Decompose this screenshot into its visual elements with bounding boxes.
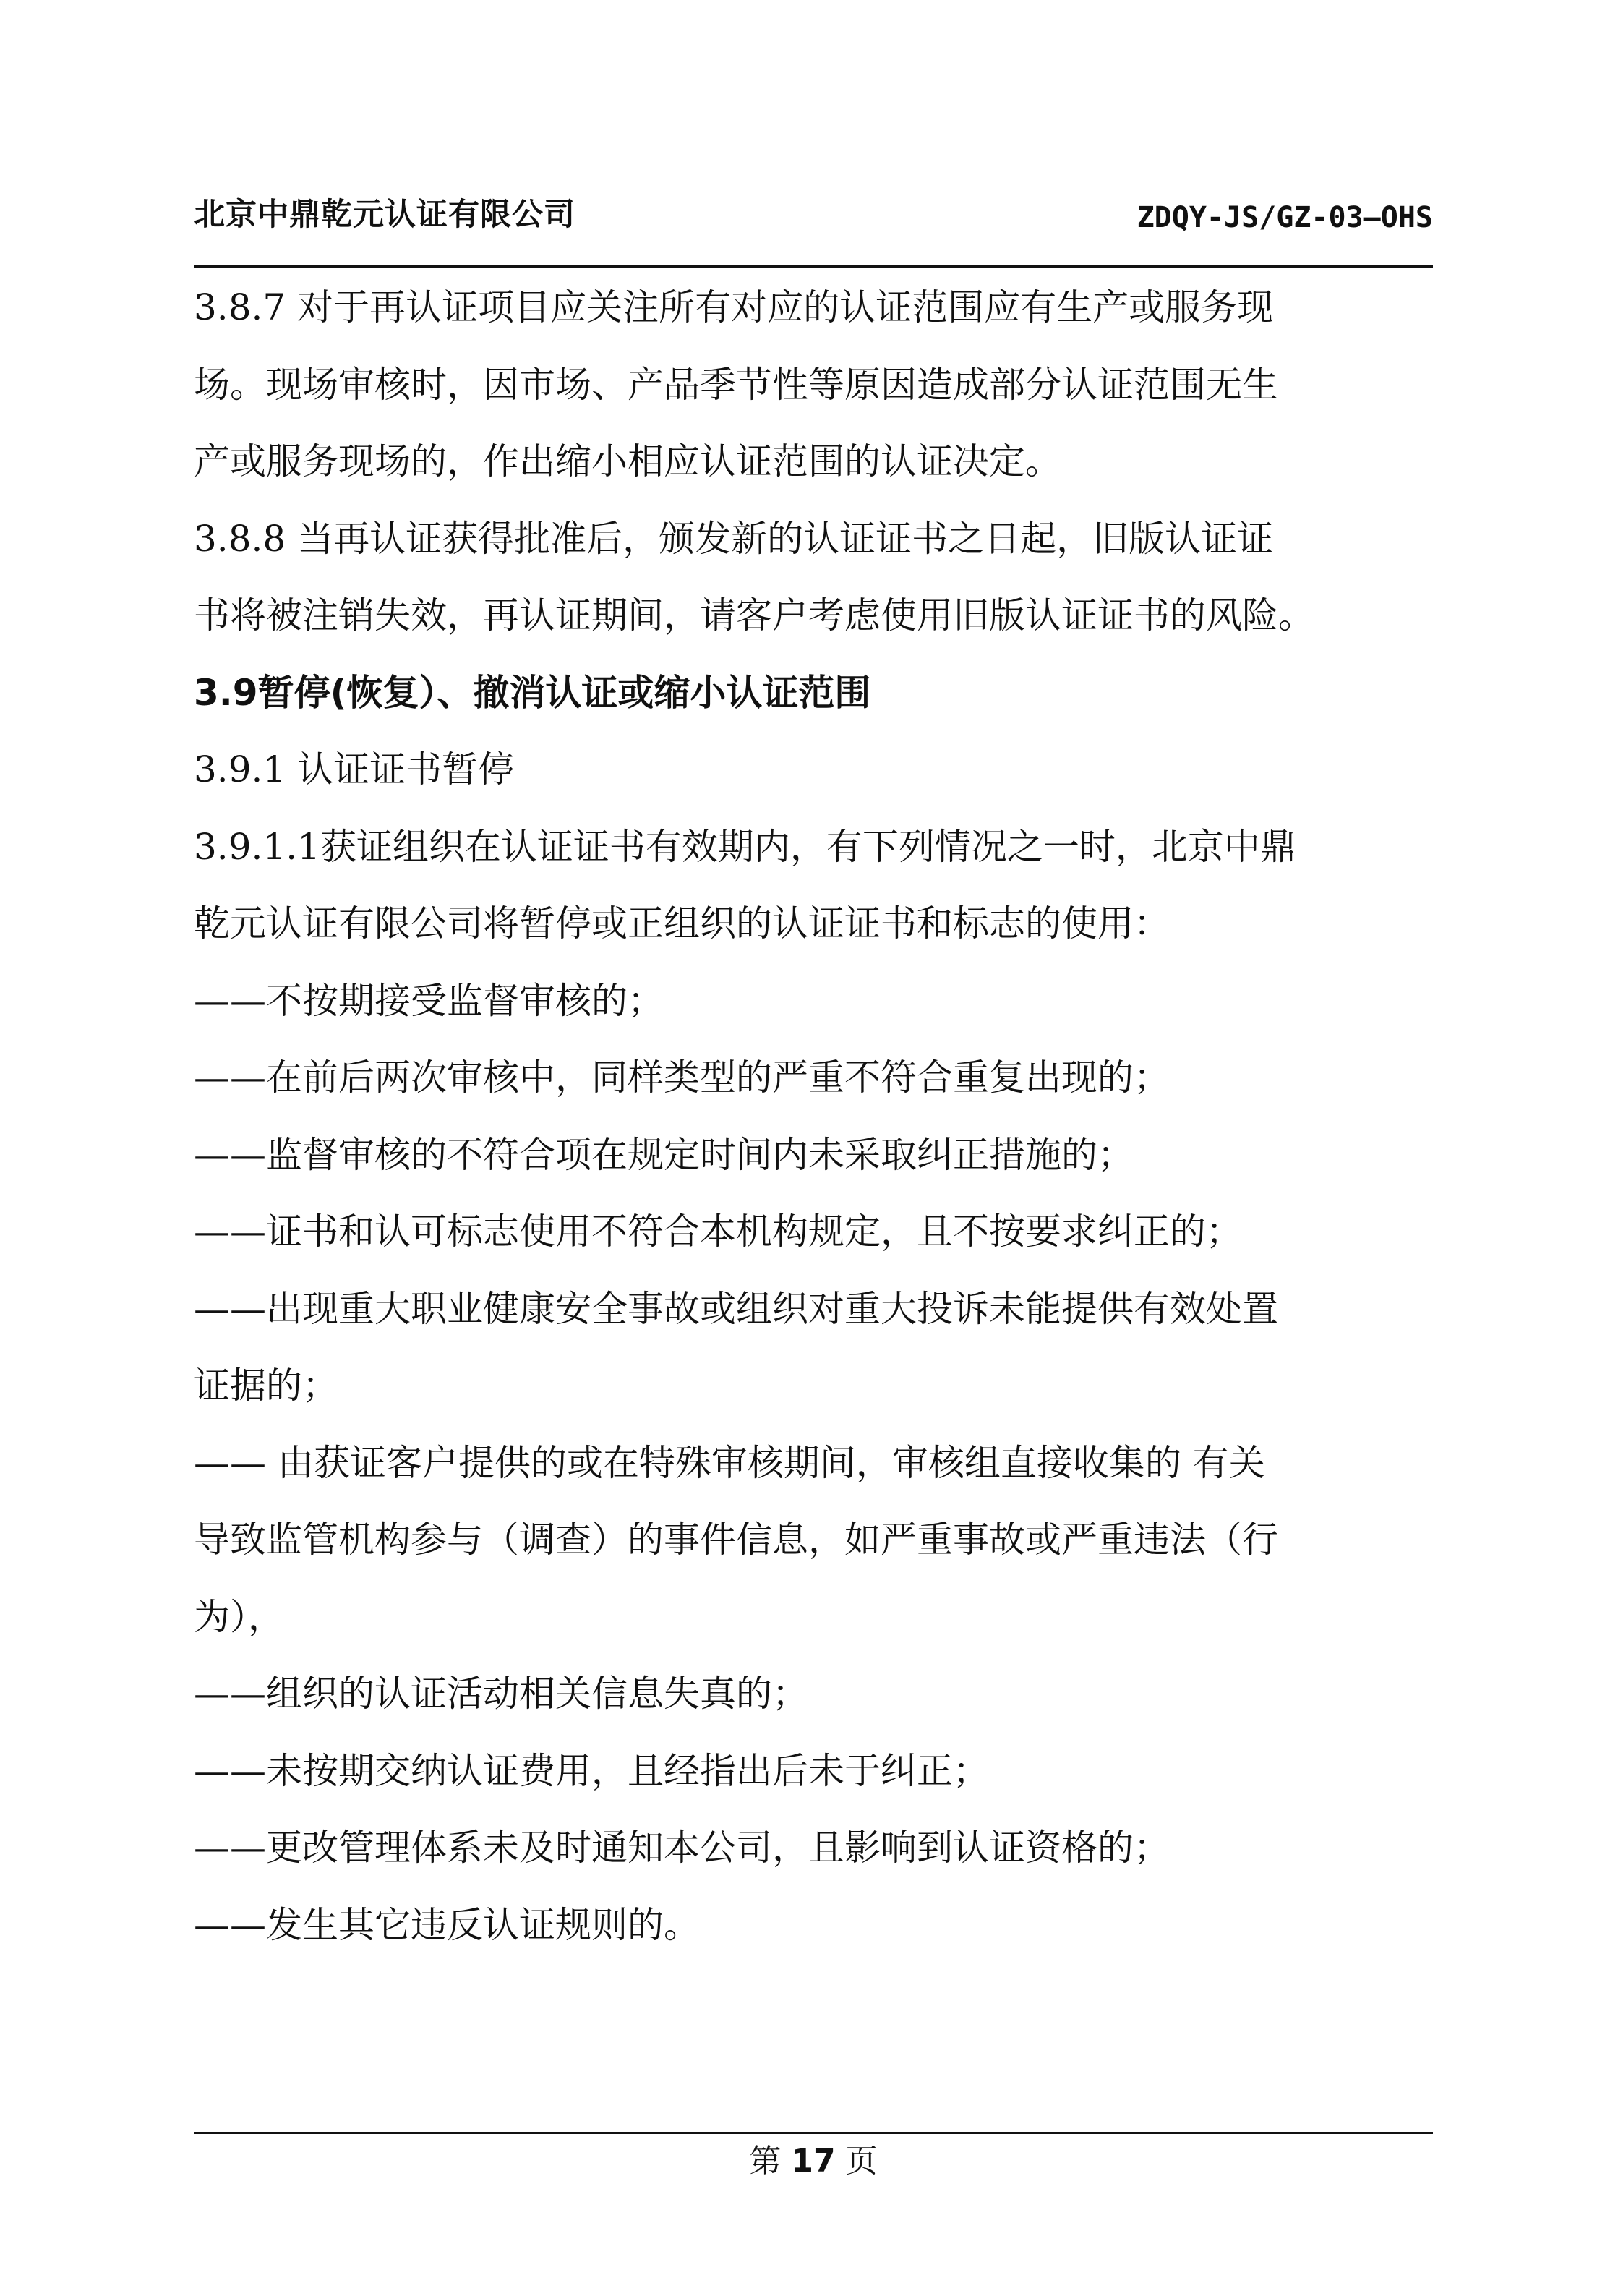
text-line: 3.8.7 对于再认证项目应关注所有对应的认证范围应有生产或服务现 (194, 286, 1274, 328)
list-item: ——不按期接受监督审核的； (194, 979, 664, 1022)
page-label-suffix: 页 (845, 2143, 878, 2180)
list-item-continuation: 为）， (194, 1595, 284, 1638)
list-item: ——组织的认证活动相关信息失真的； (194, 1673, 808, 1715)
subsection-title: 3.9.1 认证证书暂停 (194, 748, 515, 790)
list-item: —— 由获证客户提供的或在特殊审核期间，审核组直接收集的 有关 (194, 1441, 1265, 1484)
document-code: ZDQY-JS/GZ-03—OHS (1137, 201, 1433, 234)
header-divider (194, 265, 1433, 268)
company-name: 北京中鼎乾元认证有限公司 (194, 197, 575, 233)
list-item: ——出现重大职业健康安全事故或组织对重大投诉未能提供有效处置 (194, 1287, 1278, 1330)
text-line: 场。现场审核时，因市场、产品季节性等原因造成部分认证范围无生 (194, 363, 1278, 406)
text-line: 乾元认证有限公司将暂停或正组织的认证证书和标志的使用： (194, 902, 1170, 944)
list-item: ——在前后两次审核中，同样类型的严重不符合重复出现的； (194, 1057, 1170, 1098)
page-footer (194, 2139, 1433, 2184)
page-label-prefix: 第 (749, 2143, 782, 2180)
text-line: 书将被注销失效，再认证期间，请客户考虑使用旧版认证证书的风险。 (194, 594, 1314, 636)
list-item: ——未按期交纳认证费用，且经指出后未于纠正； (194, 1749, 989, 1792)
footer-divider (194, 2132, 1433, 2134)
text-line: 3.8.8 当再认证获得批准后，颁发新的认证证书之日起，旧版认证证 (194, 517, 1274, 560)
text-line: 3.9.1.1获证组织在认证证书有效期内，有下列情况之一时，北京中鼎 (194, 825, 1296, 868)
list-item-continuation: 导致监管机构参与（调查）的事件信息，如严重事故或严重违法（行 (194, 1519, 1278, 1561)
list-item-continuation: 证据的； (194, 1365, 338, 1407)
list-item: ——监督审核的不符合项在规定时间内未采取纠正措施的； (194, 1133, 1134, 1176)
list-item: ——更改管理体系未及时通知本公司，且影响到认证资格的； (194, 1827, 1170, 1869)
list-item: ——发生其它违反认证规则的。 (194, 1903, 700, 1946)
section-heading: 3.9暂停(恢复）、撤消认证或缩小认证范围 (194, 671, 871, 714)
page-number: 17 (791, 2143, 836, 2180)
page-body (194, 269, 1433, 1963)
text-line: 产或服务现场的，作出缩小相应认证范围的认证决定。 (194, 440, 1061, 482)
list-item: ——证书和认可标志使用不符合本机构规定，且不按要求纠正的； (194, 1211, 1242, 1252)
page-header (194, 189, 1433, 240)
